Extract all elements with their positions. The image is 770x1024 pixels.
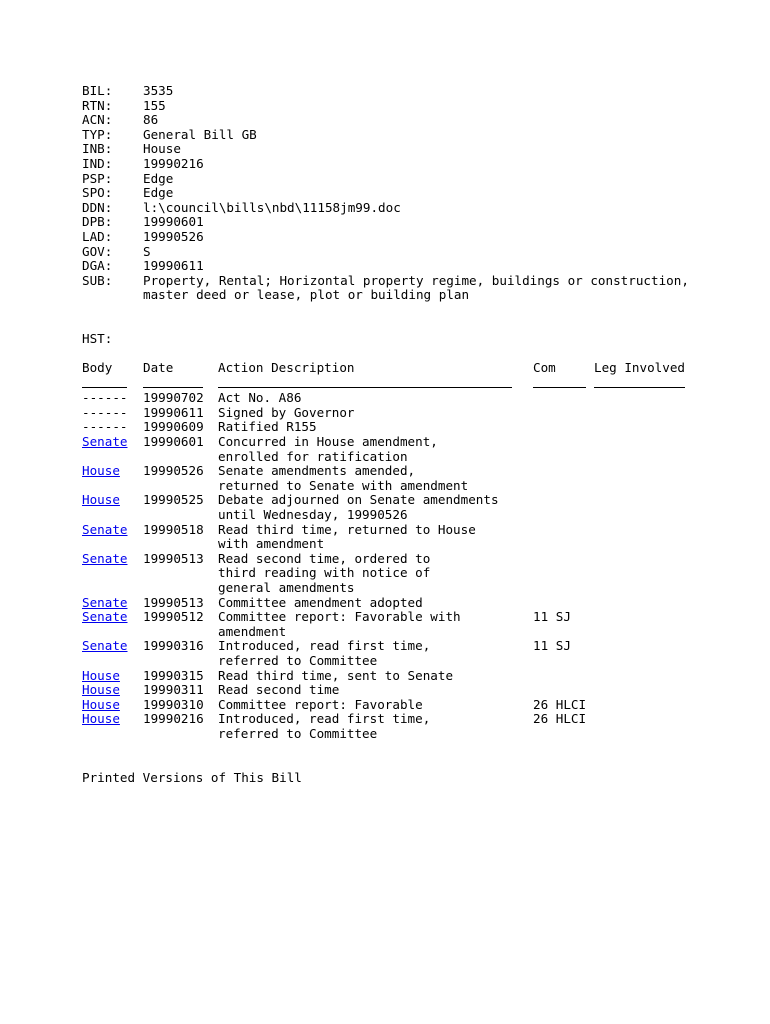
history-row [82, 712, 742, 741]
body-link-senate[interactable]: Senate [82, 521, 128, 537]
body-link-senate[interactable]: Senate [82, 434, 128, 450]
field-key: INB: [82, 141, 113, 157]
com-cell [533, 391, 594, 406]
field-row [82, 84, 742, 99]
com-cell [533, 493, 594, 522]
leg-cell [594, 683, 694, 698]
leg-cell [594, 464, 694, 493]
history-row [82, 391, 742, 406]
field-value: 3535 [143, 83, 174, 98]
field-row [82, 172, 742, 187]
history-row [82, 552, 742, 596]
field-key: PSP: [82, 170, 113, 186]
field-value: 19990611 [143, 258, 204, 274]
field-row [82, 245, 742, 260]
action-cell: Introduced, read first time, referred to Committee [218, 638, 431, 668]
date-cell: 19990216 [143, 711, 204, 727]
field-key: LAD: [82, 228, 113, 244]
bill-page [82, 84, 742, 785]
date-cell: 19990526 [143, 463, 204, 479]
field-row [82, 142, 742, 157]
leg-cell [594, 391, 694, 406]
action-cell: Debate adjourned on Senate amendments until Wednesday, 19990526 [218, 492, 499, 523]
history-row [82, 420, 742, 435]
date-cell: 19990518 [143, 521, 204, 537]
body-cell: ------ [82, 390, 128, 406]
com-cell [533, 596, 594, 611]
history-row [82, 523, 742, 552]
field-value: 86 [143, 112, 159, 128]
com-cell [533, 523, 594, 552]
history-row [82, 464, 742, 493]
date-cell: 19990513 [143, 594, 204, 610]
com-cell [533, 435, 594, 464]
date-cell: 19990315 [143, 667, 204, 683]
header-action: Action Description [218, 360, 355, 376]
com-cell: 11 SJ [533, 609, 571, 625]
com-cell [533, 406, 594, 421]
leg-cell [594, 596, 694, 611]
printed-versions-label: Printed Versions of This Bill [82, 769, 302, 785]
action-cell: Read second time, ordered to third reading with notice of general amendments [218, 550, 431, 595]
rule-date [143, 387, 203, 388]
body-cell: ------ [82, 404, 128, 420]
com-cell: 26 HLCI [533, 696, 587, 712]
body-link-house[interactable]: House [82, 696, 120, 712]
history-row [82, 610, 742, 639]
action-cell: Introduced, read first time, referred to Committee [218, 711, 431, 741]
date-cell: 19990311 [143, 682, 204, 698]
field-value: Property, Rental; Horizontal property regime, buildings or construction, master deed or lease, plot or building plan [143, 272, 689, 303]
leg-cell [594, 712, 694, 741]
field-row [82, 274, 742, 303]
bill-fields [82, 84, 742, 303]
action-cell: Ratified R155 [218, 419, 317, 435]
field-key: BIL: [82, 83, 113, 98]
action-cell: Read third time, returned to House with amendment [218, 521, 476, 552]
history-row [82, 698, 742, 713]
body-link-house[interactable]: House [82, 463, 120, 479]
field-key: DPB: [82, 214, 113, 230]
field-row [82, 157, 742, 172]
field-row [82, 113, 742, 128]
field-row [82, 201, 742, 216]
date-cell: 19990609 [143, 419, 204, 435]
com-cell [533, 464, 594, 493]
field-row [82, 99, 742, 114]
field-key: TYP: [82, 126, 113, 142]
history-row [82, 669, 742, 684]
body-link-house[interactable]: House [82, 711, 120, 727]
leg-cell [594, 610, 694, 639]
leg-cell [594, 639, 694, 668]
com-cell: 11 SJ [533, 638, 571, 654]
date-cell: 19990601 [143, 434, 204, 450]
date-cell: 19990525 [143, 492, 204, 508]
leg-cell [594, 523, 694, 552]
body-link-senate[interactable]: Senate [82, 609, 128, 625]
com-cell [533, 669, 594, 684]
field-value: General Bill GB [143, 126, 257, 142]
history-row [82, 683, 742, 698]
field-value: 19990526 [143, 228, 204, 244]
rule-leg [594, 387, 685, 388]
history-table [82, 391, 742, 741]
field-value: 155 [143, 97, 166, 113]
field-row [82, 215, 742, 230]
rule-action [218, 387, 512, 388]
action-cell: Senate amendments amended, returned to Senate with amendment [218, 463, 469, 493]
action-cell: Committee report: Favorable [218, 696, 423, 712]
leg-cell [594, 493, 694, 522]
action-cell: Act No. A86 [218, 390, 302, 406]
field-row [82, 128, 742, 143]
action-cell: Committee amendment adopted [218, 594, 423, 610]
field-value: 19990601 [143, 214, 204, 230]
date-cell: 19990702 [143, 390, 204, 406]
com-cell: 26 HLCI [533, 711, 587, 727]
field-value: House [143, 141, 181, 157]
body-cell: ------ [82, 419, 128, 435]
field-key: SUB: [82, 272, 113, 288]
action-cell: Committee report: Favorable with amendment [218, 609, 461, 639]
leg-cell [594, 420, 694, 435]
header-rules [82, 376, 742, 391]
com-cell [533, 420, 594, 435]
action-cell: Concurred in House amendment, enrolled for ratification [218, 434, 438, 464]
date-cell: 19990310 [143, 696, 204, 712]
rule-body [82, 387, 127, 388]
field-value: 19990216 [143, 155, 204, 171]
history-row [82, 639, 742, 668]
history-row [82, 596, 742, 611]
history-row [82, 406, 742, 421]
header-com: Com [533, 360, 556, 376]
date-cell: 19990611 [143, 404, 204, 420]
com-cell [533, 683, 594, 698]
body-link-senate[interactable]: Senate [82, 550, 128, 566]
leg-cell [594, 552, 694, 596]
date-cell: 19990316 [143, 638, 204, 654]
com-cell [533, 552, 594, 596]
body-link-house[interactable]: House [82, 667, 120, 683]
field-key: DGA: [82, 258, 113, 274]
field-key: DDN: [82, 199, 113, 215]
leg-cell [594, 406, 694, 421]
field-key: ACN: [82, 112, 113, 128]
header-leg: Leg Involved [594, 360, 685, 376]
field-key: GOV: [82, 243, 113, 259]
body-link-senate[interactable]: Senate [82, 594, 128, 610]
field-value: l:\council\bills\nbd\11158jm99.doc [143, 199, 401, 215]
body-link-senate[interactable]: Senate [82, 638, 128, 654]
field-row [82, 259, 742, 274]
date-cell: 19990512 [143, 609, 204, 625]
history-header [82, 361, 742, 376]
history-row [82, 493, 742, 522]
rule-com [533, 387, 586, 388]
field-key: RTN: [82, 97, 113, 113]
body-link-house[interactable]: House [82, 492, 120, 508]
date-cell: 19990513 [143, 550, 204, 566]
field-key: SPO: [82, 185, 113, 201]
action-cell: Read second time [218, 682, 340, 698]
action-cell: Signed by Governor [218, 404, 355, 420]
action-cell: Read third time, sent to Senate [218, 667, 454, 683]
field-value: Edge [143, 185, 174, 201]
header-date: Date [143, 360, 174, 376]
header-body: Body [82, 360, 113, 376]
field-row [82, 186, 742, 201]
field-key: IND: [82, 155, 113, 171]
history-label: HST: [82, 330, 113, 346]
leg-cell [594, 669, 694, 684]
leg-cell [594, 435, 694, 464]
field-row [82, 230, 742, 245]
body-link-house[interactable]: House [82, 682, 120, 698]
field-value: S [143, 243, 151, 259]
leg-cell [594, 698, 694, 713]
history-row [82, 435, 742, 464]
field-value: Edge [143, 170, 174, 186]
